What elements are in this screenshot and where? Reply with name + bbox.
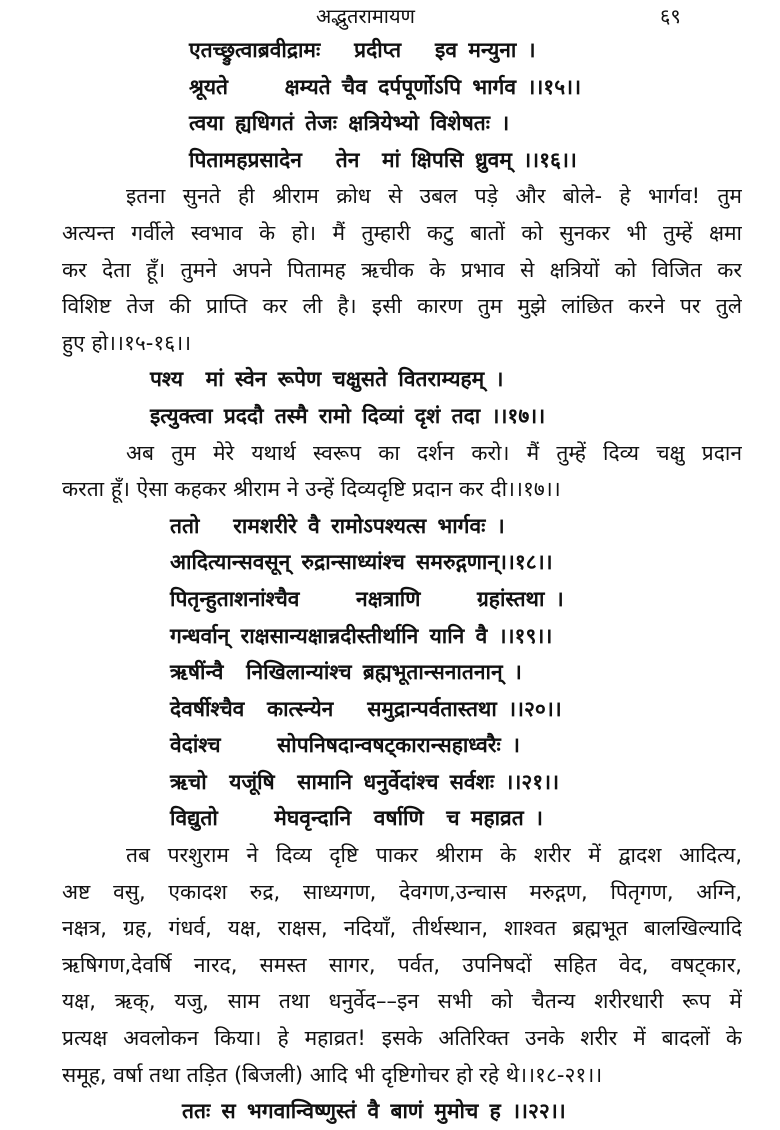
prose-line: इतना सुनते ही श्रीराम क्रोध से उबल पड़े और बोले- हे भार्गव! तुम xyxy=(126,184,742,209)
verse-line: त्वया ह्यधिगतं तेजः क्षत्रियेभ्यो विशेषतः । xyxy=(189,111,510,136)
verse-line: ऋषींन्वै निखिलान्यांश्च ब्रह्मभूतान्सनातनान् । xyxy=(170,660,522,685)
prose-line: अब तुम मेरे यथार्थ स्वरूप का दर्शन करो। मैं तुम्हें दिव्य चक्षु प्रदान xyxy=(126,440,742,465)
prose-line: अत्यन्त गर्वीले स्वभाव के हो। मैं तुम्हारी कटु बातों को सुनकर भी तुम्हें क्षमा xyxy=(62,220,742,245)
sanskrit-verse-block xyxy=(62,32,742,178)
verse-line: देवर्षीश्चैव कात्स्न्येन समुद्रान्पर्वतास्तथा ।।२०।। xyxy=(170,696,562,721)
verse-line: पितृन्हुताशनांश्चैव नक्षत्राणि ग्रहांस्तथा । xyxy=(170,586,564,611)
prose-line: ऋषिगण,देवर्षि नारद, समस्त सागर, पर्वत, उपनिषदों सहित वेद, वषट्कार, xyxy=(62,952,742,977)
page-number: ६९ xyxy=(660,4,681,28)
running-header xyxy=(0,0,780,30)
prose-line: समूह, वर्षा तथा तड़ित (बिजली) आदि भी दृष्टिगोचर हो रहे थे।।१८-२१।। xyxy=(62,1062,603,1087)
hindi-translation-paragraph xyxy=(62,837,742,1093)
prose-line: करता हूँ। ऐसा कहकर श्रीराम ने उन्हें दिव्यदृष्टि प्रदान कर दी।।१७।। xyxy=(62,477,561,502)
hindi-translation-paragraph xyxy=(62,178,742,361)
page-body xyxy=(62,32,742,1130)
verse-line: आदित्यान्सवसून् रुद्रान्साध्यांश्च समरुद्गणान्।।१८।। xyxy=(170,550,553,575)
verse-line: गन्धर्वान् राक्षसान्यक्षान्नदीस्तीर्थानि यानि वै ।।१९।। xyxy=(170,623,553,648)
verse-line: एतच्छ्रुत्वाब्रवीद्रामः प्रदीप्त इव मन्युना । xyxy=(189,38,536,62)
prose-line: हुए हो।।१५-१६।। xyxy=(62,330,192,355)
prose-line: नक्षत्र, ग्रह, गंधर्व, यक्ष, राक्षस, नदियाँ, तीर्थस्थान, शाश्वत ब्रह्मभूत बालखिल्यादि xyxy=(62,916,742,941)
prose-line: यक्ष, ऋक्, यजु, साम तथा धनुर्वेद––इन सभी को चैतन्य शरीरधारी रूप में xyxy=(62,989,742,1014)
sanskrit-verse-block xyxy=(62,508,742,837)
verse-line: ततो रामशरीरे वै रामोऽपश्यत्स भार्गवः । xyxy=(170,513,505,538)
prose-line: कर देता हूँ। तुमने अपने पितामह ऋचीक के प्रभाव से क्षत्रियों को विजित कर xyxy=(62,257,742,282)
prose-line: तब परशुराम ने दिव्य दृष्टि पाकर श्रीराम के शरीर में द्वादश आदित्य, xyxy=(126,843,742,868)
sanskrit-verse-block xyxy=(62,361,742,434)
hindi-translation-paragraph xyxy=(62,435,742,508)
prose-line: प्रत्यक्ष अवलोकन किया। हे महाव्रत! इसके अतिरिक्त उनके शरीर में बादलों के xyxy=(62,1026,742,1051)
verse-line: वेदांश्च सोपनिषदान्वषट्कारान्सहाध्वरैः । xyxy=(170,733,520,758)
verse-line: ऋचो यजूंषि सामानि धनुर्वेदांश्च सर्वशः ।।२१।। xyxy=(170,769,560,794)
prose-line: विशिष्ट तेज की प्राप्ति कर ली है। इसी कारण तुम मुझे लांछित करने पर तुले xyxy=(62,294,742,319)
sanskrit-verse-block xyxy=(62,1093,742,1130)
verse-line: श्रूयते क्षम्यते चैव दर्पपूर्णोऽपि भार्गव ।।१५।। xyxy=(189,74,582,99)
prose-line: अष्ट वसु, एकादश रुद्र, साध्यगण, देवगण,उन्चास मरुद्गण, पितृगण, अग्नि, xyxy=(62,879,742,904)
verse-line: विद्युतो मेघवृन्दानि वर्षाणि च महाव्रत । xyxy=(170,806,543,831)
book-title: अद्भुतरामायण xyxy=(316,4,416,28)
verse-line: पितामहप्रसादेन तेन मां क्षिपसि ध्रुवम् ।।१६।। xyxy=(189,147,577,172)
verse-line: पश्य मां स्वेन रूपेण चक्षुसते वितराम्यहम् । xyxy=(150,367,504,392)
verse-line: इत्युक्त्वा प्रददौ तस्मै रामो दिव्यां दृशं तदा ।।१७।। xyxy=(150,403,546,428)
verse-line: ततः स भगवान्विष्णुस्तं वै बाणं मुमोच ह ।।२२।। xyxy=(182,1099,566,1124)
